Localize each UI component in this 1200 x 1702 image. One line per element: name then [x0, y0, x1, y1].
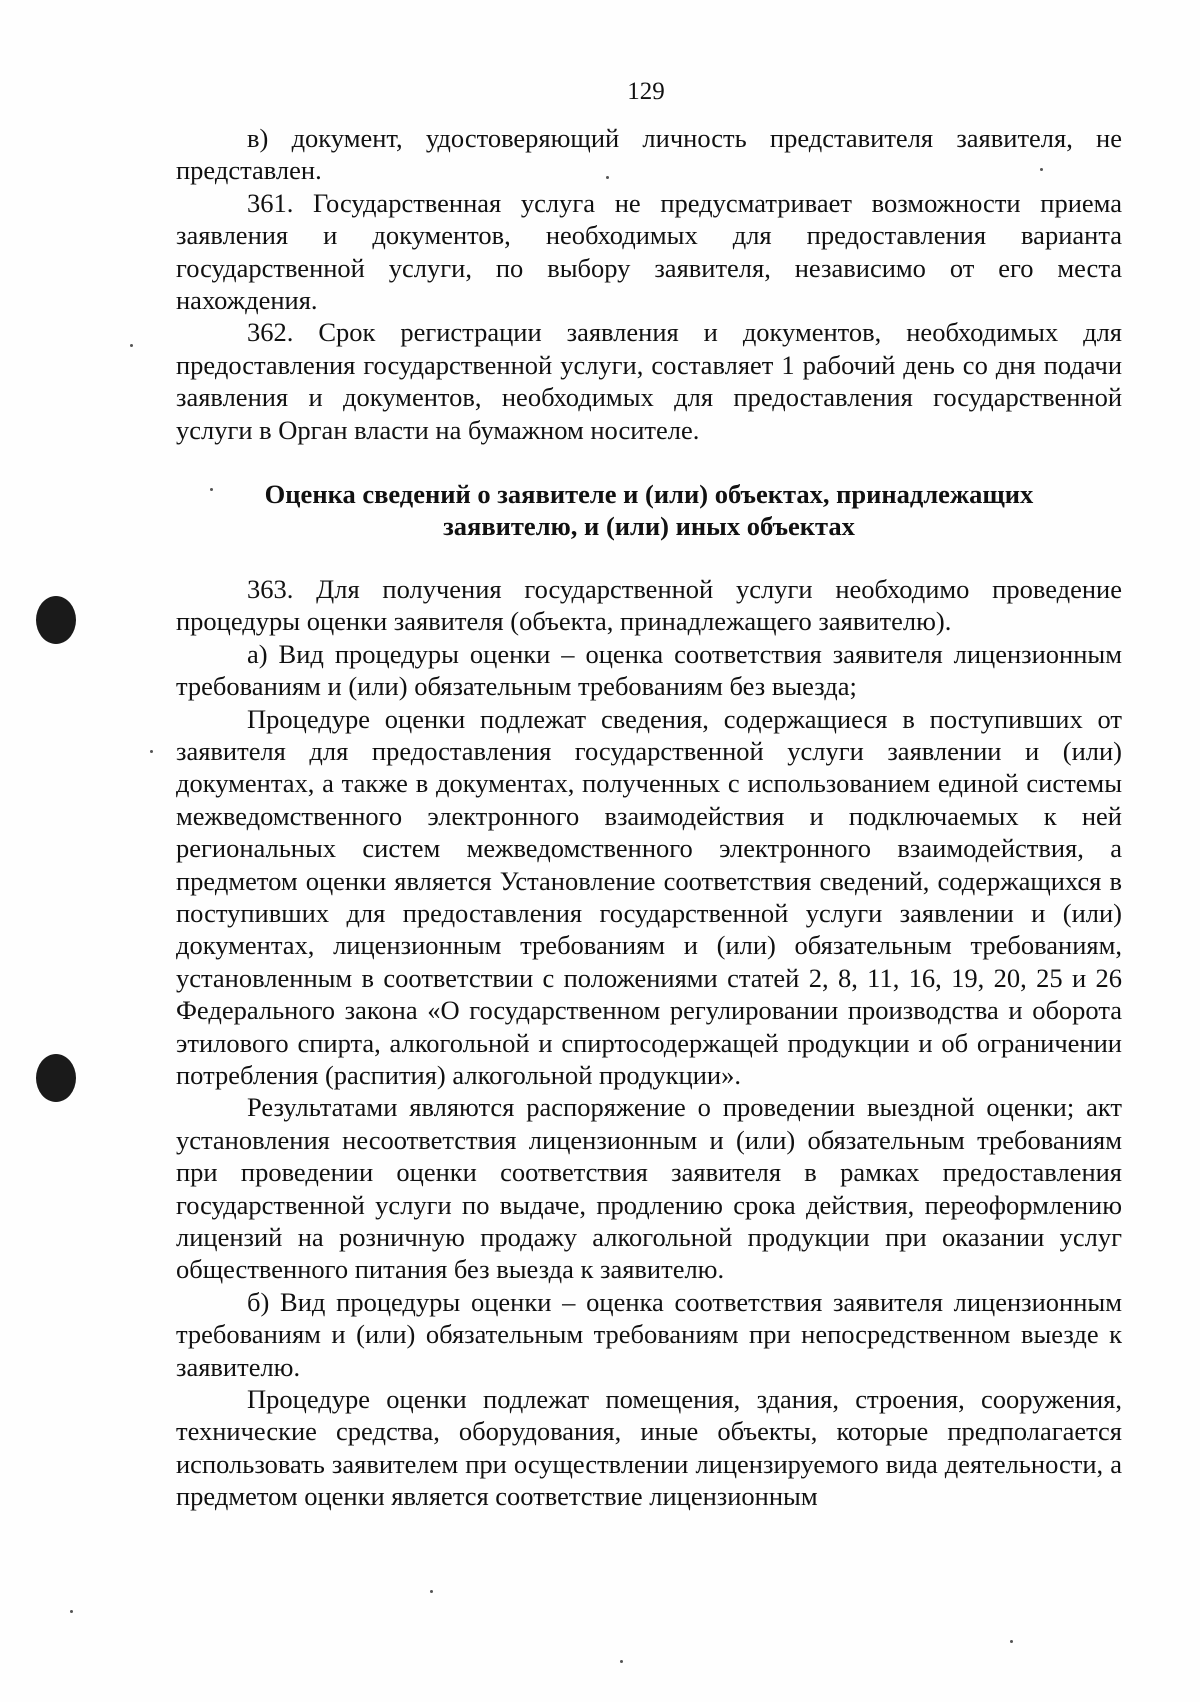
document-body [176, 122, 1122, 1513]
section-heading-line: Оценка сведений о заявителе и (или) объектах, принадлежащих [264, 479, 1034, 510]
punch-hole-mark [36, 596, 76, 644]
scan-speck [130, 344, 133, 347]
scan-speck [150, 750, 153, 753]
paragraph-item-a: а) Вид процедуры оценки – оценка соответствия заявителя лицензионным требованиям и (или) обязательным требованиям без выезда; [176, 638, 1122, 702]
paragraph-363: 363. Для получения государственной услуги необходимо проведение процедуры оценки заявителя (объекта, принадлежащего заявителю). [176, 573, 1122, 637]
scan-speck [430, 1590, 433, 1593]
paragraph-item-v: в) документ, удостоверяющий личность представителя заявителя, не представлен. [176, 123, 1122, 186]
section-heading [176, 478, 1122, 543]
section-heading-line: заявителю, и (или) иных объектах [443, 511, 855, 542]
scan-speck [1010, 1640, 1013, 1643]
paragraph-362: 362. Срок регистрации заявления и документов, необходимых для предоставления государственной услуги, составляет 1 рабочий день со дня подачи заявления и документов, необходимых для предоставления государственной услуги в Орган власти на бумажном носителе. [176, 317, 1122, 445]
paragraph-results: Результатами являются распоряжение о проведении выездной оценки; акт установления несоответствия лицензионным и (или) обязательным требованиям при проведении оценки соответствия заявителя в рамках предоставления государственной услуги по выдаче, продлению срока действия, переоформлению лицензий на розничную продажу алкогольной продукции при оказании услуг общественного питания без выезда к заявителю. [176, 1092, 1122, 1285]
punch-hole-mark [36, 1054, 76, 1102]
paragraph-item-b: б) Вид процедуры оценки – оценка соответствия заявителя лицензионным требованиям и (или) обязательным требованиям при непосредственном выезде к заявителю. [176, 1286, 1122, 1382]
scan-speck [620, 1660, 623, 1663]
spacer [176, 543, 1122, 573]
scan-speck [70, 1610, 73, 1613]
paragraph-361: 361. Государственная услуга не предусматривает возможности приема заявления и документов, необходимых для предоставления варианта государственной услуги, по выбору заявителя, независимо от его места нахождения. [176, 187, 1122, 316]
paragraph-procedure-b: Процедуре оценки подлежат помещения, здания, строения, сооружения, технические средства, оборудования, иные объекты, которые предполагается использовать заявителем при осуществлении лицензируемого вида деятельности, а предметом оценки является соответствие лицензионным [176, 1384, 1122, 1512]
paragraph-procedure-a: Процедуре оценки подлежат сведения, содержащиеся в поступивших от заявителя для предоставления государственной услуги заявлении и (или) документах, а также в документах, полученных с использованием единой системы межведомственного электронного взаимодействия и подключаемых к ней региональных систем межведомственного электронного взаимодействия, а предметом оценки является Установление соответствия сведений, содержащихся в поступивших для предоставления государственной услуги заявлении и (или) документах, лицензионным требованиям и (или) обязательным требованиям, установленным в соответствии с положениями статей 2, 8, 11, 16, 19, 20, 25 и 26 Федерального закона «О государственном регулировании производства и оборота этилового спирта, алкогольной и спиртосодержащей продукции и об ограничении потребления (распития) алкогольной продукции». [176, 703, 1122, 1090]
page-number: 129 [627, 78, 665, 105]
